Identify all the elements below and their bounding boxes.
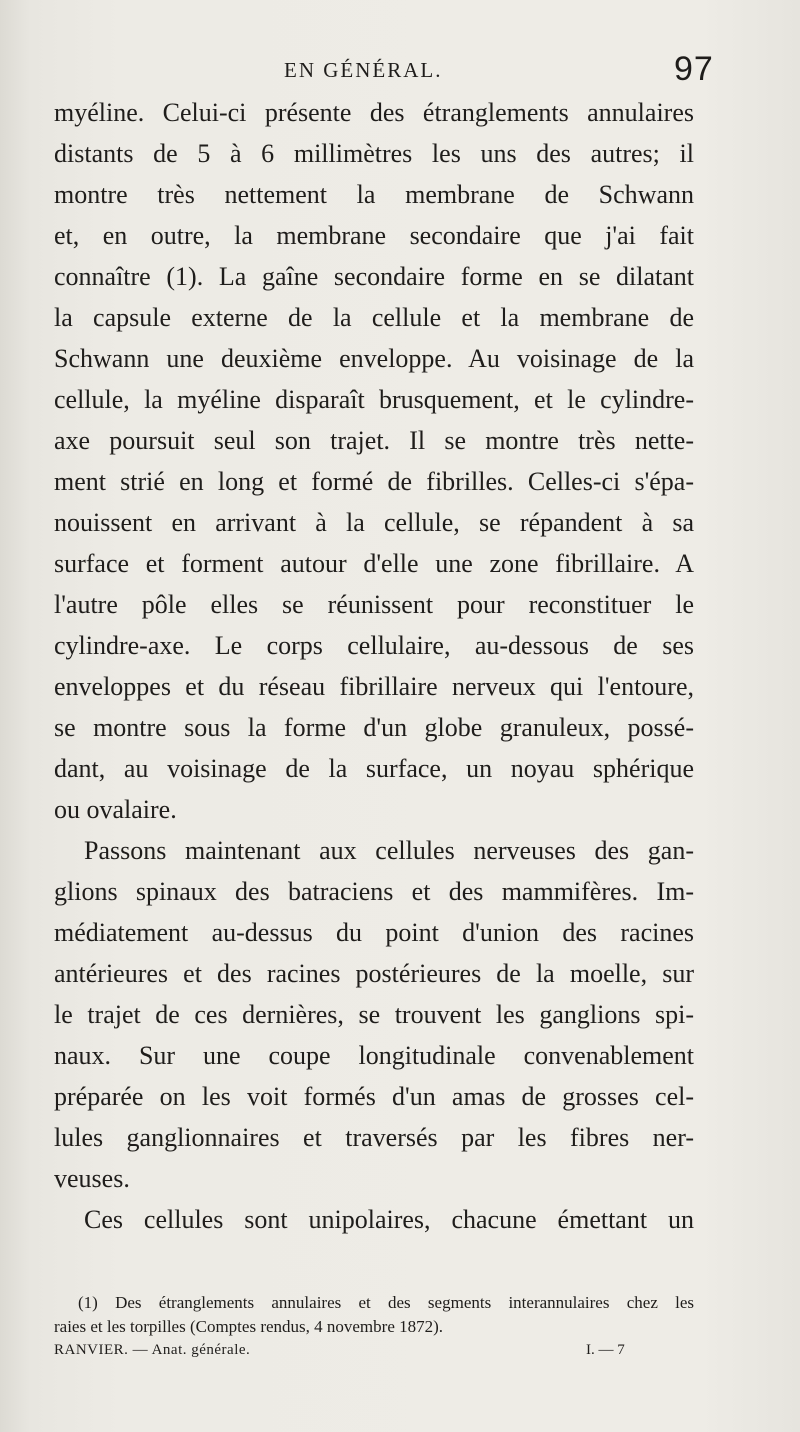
text-line: et, en outre, la membrane secondaire que j'ai fait — [54, 221, 694, 250]
signature-author: RANVIER. — Anat. générale. — [54, 1342, 251, 1358]
text-line: cylindre-axe. Le corps cellulaire, au-dessous de ses — [54, 631, 694, 660]
page-header — [0, 30, 800, 88]
text-line: connaître (1). La gaîne secondaire forme en se dilatant — [54, 262, 694, 291]
text-line: axe poursuit seul son trajet. Il se montre très nette- — [54, 426, 694, 455]
running-head: EN GÉNÉRAL. — [284, 58, 443, 82]
text-line: la capsule externe de la cellule et la membrane de — [54, 303, 694, 332]
page-number: 97 — [674, 50, 714, 88]
text-line: médiatement au-dessus du point d'union des racines — [54, 918, 694, 947]
footnote-line: (1) Des étranglements annulaires et des segments interannulaires chez les — [78, 1293, 694, 1312]
text-line: l'autre pôle elles se réunissent pour reconstituer le — [54, 590, 694, 619]
text-line: Passons maintenant aux cellules nerveuses des gan- — [84, 836, 694, 865]
text-line: naux. Sur une coupe longitudinale convenablement — [54, 1041, 694, 1070]
text-line: se montre sous la forme d'un globe granuleux, possé- — [54, 713, 694, 742]
text-line: distants de 5 à 6 millimètres les uns des autres; il — [54, 139, 694, 168]
text-line: antérieures et des racines postérieures de la moelle, sur — [54, 959, 694, 988]
text-line: ou ovalaire. — [54, 795, 177, 824]
body-text — [54, 92, 694, 1240]
text-line: le trajet de ces dernières, se trouvent les ganglions spi- — [54, 1000, 694, 1029]
text-line: cellule, la myéline disparaît brusquement, et le cylindre- — [54, 385, 694, 414]
text-line: surface et forment autour d'elle une zone fibrillaire. A — [54, 549, 694, 578]
text-line: glions spinaux des batraciens et des mammifères. Im- — [54, 877, 694, 906]
footnote-line: raies et les torpilles (Comptes rendus, 4 novembre 1872). — [54, 1317, 444, 1336]
text-line: enveloppes et du réseau fibrillaire nerveux qui l'entoure, — [54, 672, 694, 701]
text-line: Ces cellules sont unipolaires, chacune émettant un — [84, 1205, 694, 1234]
text-line: veuses. — [54, 1164, 130, 1193]
signature-mark: I. — 7 — [586, 1342, 625, 1358]
footnote — [54, 1291, 694, 1339]
printer-signature — [54, 1338, 694, 1362]
text-line: myéline. Celui-ci présente des étranglements annulaires — [54, 98, 694, 127]
text-line: nouissent en arrivant à la cellule, se répandent à sa — [54, 508, 694, 537]
text-line: ment strié en long et formé de fibrilles. Celles-ci s'épa- — [54, 467, 694, 496]
text-line: dant, au voisinage de la surface, un noyau sphérique — [54, 754, 694, 783]
text-line: préparée on les voit formés d'un amas de grosses cel- — [54, 1082, 694, 1111]
text-line: lules ganglionnaires et traversés par les fibres ner- — [54, 1123, 694, 1152]
text-line: montre très nettement la membrane de Schwann — [54, 180, 694, 209]
text-line: Schwann une deuxième enveloppe. Au voisinage de la — [54, 344, 694, 373]
